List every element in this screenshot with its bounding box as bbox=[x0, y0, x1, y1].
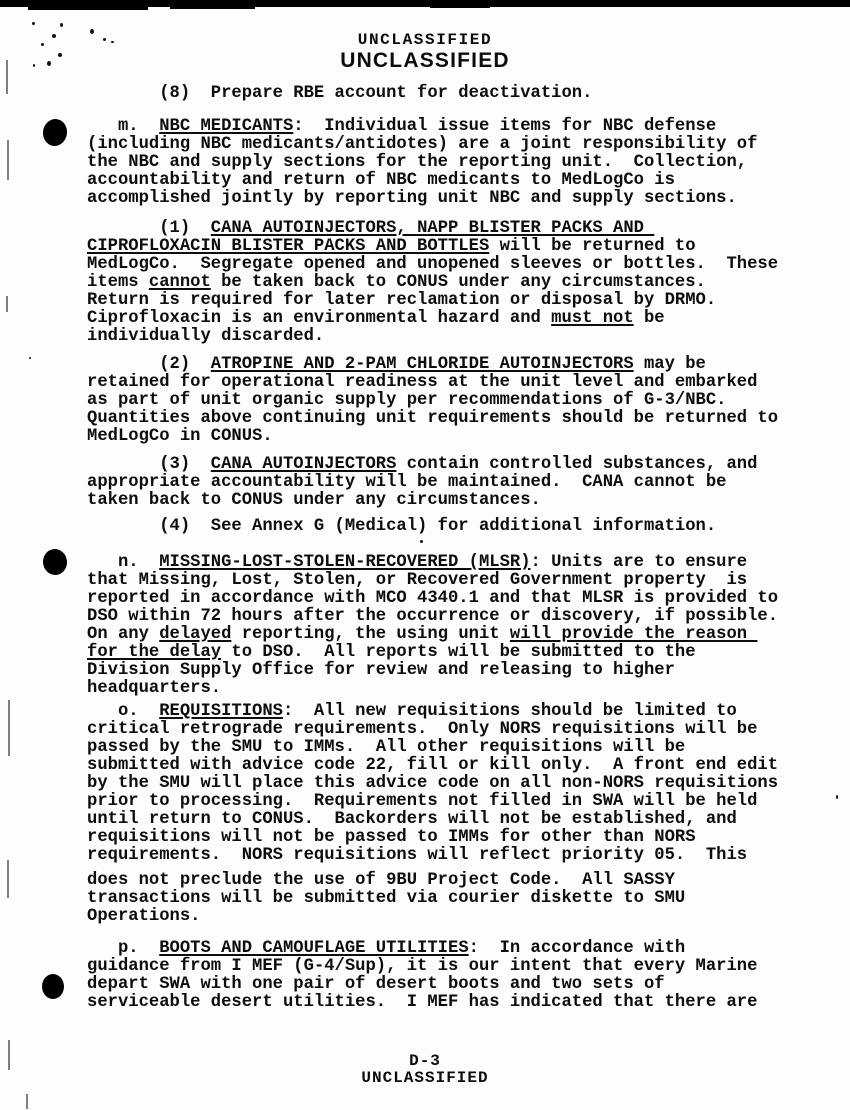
text-line: (3) CANA AUTOINJECTORS contain controlled substances, and bbox=[87, 455, 758, 474]
text-line: m. NBC MEDICANTS: Individual issue items for NBC defense bbox=[87, 117, 717, 136]
text-line: for the delay to DSO. All reports will be submitted to the bbox=[87, 643, 696, 662]
text-line: retained for operational readiness at the unit level and embarked bbox=[87, 373, 758, 392]
text-line: serviceable desert utilities. I MEF has indicated that there are bbox=[87, 993, 758, 1012]
text-line: items cannot be taken back to CONUS under any circumstances. bbox=[87, 273, 706, 292]
header-classification-large: UNCLASSIFIED bbox=[340, 49, 510, 72]
scan-margin-mark bbox=[6, 296, 8, 312]
para-p-boots bbox=[87, 940, 757, 1012]
header-classification-small: UNCLASSIFIED bbox=[357, 31, 493, 49]
scan-speckle bbox=[29, 357, 31, 359]
text-line: Ciprofloxacin is an environmental hazard and must not be bbox=[87, 309, 665, 328]
text-line: transactions will be submitted via courier diskette to SMU bbox=[87, 889, 686, 908]
text-line: Quantities above continuing unit requirements should be returned to bbox=[87, 409, 779, 428]
footer-page-number: D-3 bbox=[409, 1052, 441, 1070]
text-line: submitted with advice code 22, fill or kill only. A front end edit bbox=[87, 756, 779, 775]
text-line: individually discarded. bbox=[87, 327, 325, 346]
text-line: Return is required for later reclamation or disposal by DRMO. bbox=[87, 291, 717, 310]
text-line: requirements. NORS requisitions will reflect priority 05. This bbox=[87, 846, 748, 865]
footer-classification: UNCLASSIFIED bbox=[361, 1069, 489, 1087]
para-m3-cana-controlled bbox=[87, 456, 757, 510]
text-line: taken back to CONUS under any circumstances. bbox=[87, 491, 541, 510]
text-line: Division Supply Office for review and releasing to higher bbox=[87, 661, 675, 680]
text-line: does not preclude the use of 9BU Project Code. All SASSY bbox=[87, 871, 675, 890]
document-body bbox=[87, 0, 850, 1110]
text-line: p. BOOTS AND CAMOUFLAGE UTILITIES: In accordance with bbox=[87, 939, 686, 958]
text-line: critical retrograde requirements. Only NORS requisitions will be bbox=[87, 720, 758, 739]
para-o-continued bbox=[87, 872, 685, 926]
para-m4-annex-g bbox=[87, 518, 716, 536]
text-line: n. MISSING-LOST-STOLEN-RECOVERED (MLSR): Units are to ensure bbox=[87, 553, 748, 572]
text-line: appropriate accountability will be maintained. CANA cannot be bbox=[87, 473, 727, 492]
text-line: (4) See Annex G (Medical) for additional information. bbox=[87, 517, 717, 536]
text-line: reported in accordance with MCO 4340.1 and that MLSR is provided to bbox=[87, 589, 779, 608]
text-line: as part of unit organic supply per recommendations of G-3/NBC. bbox=[87, 391, 727, 410]
punch-hole bbox=[41, 117, 69, 147]
text-line: requisitions will not be passed to IMMs for other than NORS bbox=[87, 828, 696, 847]
text-line: CIPROFLOXACIN BLISTER PACKS AND BOTTLES will be returned to bbox=[87, 237, 696, 256]
text-line: accountability and return of NBC medicants to MedLogCo is bbox=[87, 171, 675, 190]
text-line: guidance from I MEF (G-4/Sup), it is our intent that every Marine bbox=[87, 957, 758, 976]
scan-margin-mark bbox=[26, 1094, 28, 1109]
para-n-mlsr bbox=[87, 554, 778, 698]
text-line: MedLogCo. Segregate opened and unopened sleeves or bottles. These bbox=[87, 255, 779, 274]
text-line: the NBC and supply sections for the reporting unit. Collection, bbox=[87, 153, 748, 172]
para-m-nbc-medicants bbox=[87, 118, 757, 208]
scan-speckle bbox=[32, 22, 35, 25]
scan-margin-mark bbox=[8, 700, 10, 756]
text-line: MedLogCo in CONUS. bbox=[87, 427, 273, 446]
para-m2-atropine bbox=[87, 356, 778, 446]
scan-speckle bbox=[60, 23, 63, 27]
text-line: (1) CANA AUTOINJECTORS, NAPP BLISTER PACKS AND bbox=[87, 219, 655, 238]
text-line: passed by the SMU to IMMs. All other requisitions will be bbox=[87, 738, 686, 757]
text-line: until return to CONUS. Backorders will not be established, and bbox=[87, 810, 737, 829]
text-line: that Missing, Lost, Stolen, or Recovered Government property is bbox=[87, 571, 748, 590]
text-line: (including NBC medicants/antidotes) are a joint responsibility of bbox=[87, 135, 758, 154]
para-m1-cana-autoinjectors bbox=[87, 220, 778, 346]
text-line: DSO within 72 hours after the occurrence or discovery, if possible. bbox=[87, 607, 779, 626]
para-o-requisitions bbox=[87, 703, 778, 865]
scan-margin-mark bbox=[7, 140, 9, 180]
text-line: by the SMU will place this advice code on all non-NORS requisitions bbox=[87, 774, 779, 793]
text-line: (8) Prepare RBE account for deactivation. bbox=[87, 84, 593, 103]
text-line: prior to processing. Requirements not filled in SWA will be held bbox=[87, 792, 758, 811]
text-line: depart SWA with one pair of desert boots and two sets of bbox=[87, 975, 665, 994]
text-line: (2) ATROPINE AND 2-PAM CHLORIDE AUTOINJECTORS may be bbox=[87, 355, 706, 374]
text-line: o. REQUISITIONS: All new requisitions should be limited to bbox=[87, 702, 737, 721]
para-8 bbox=[87, 85, 592, 103]
punch-hole bbox=[42, 974, 64, 999]
text-line: headquarters. bbox=[87, 679, 222, 698]
scan-margin-mark bbox=[7, 860, 9, 898]
punch-hole bbox=[42, 548, 69, 576]
text-line: On any delayed reporting, the using unit will provide the reason bbox=[87, 625, 758, 644]
text-line: Operations. bbox=[87, 907, 201, 926]
text-line: accomplished jointly by reporting unit NBC and supply sections. bbox=[87, 189, 737, 208]
